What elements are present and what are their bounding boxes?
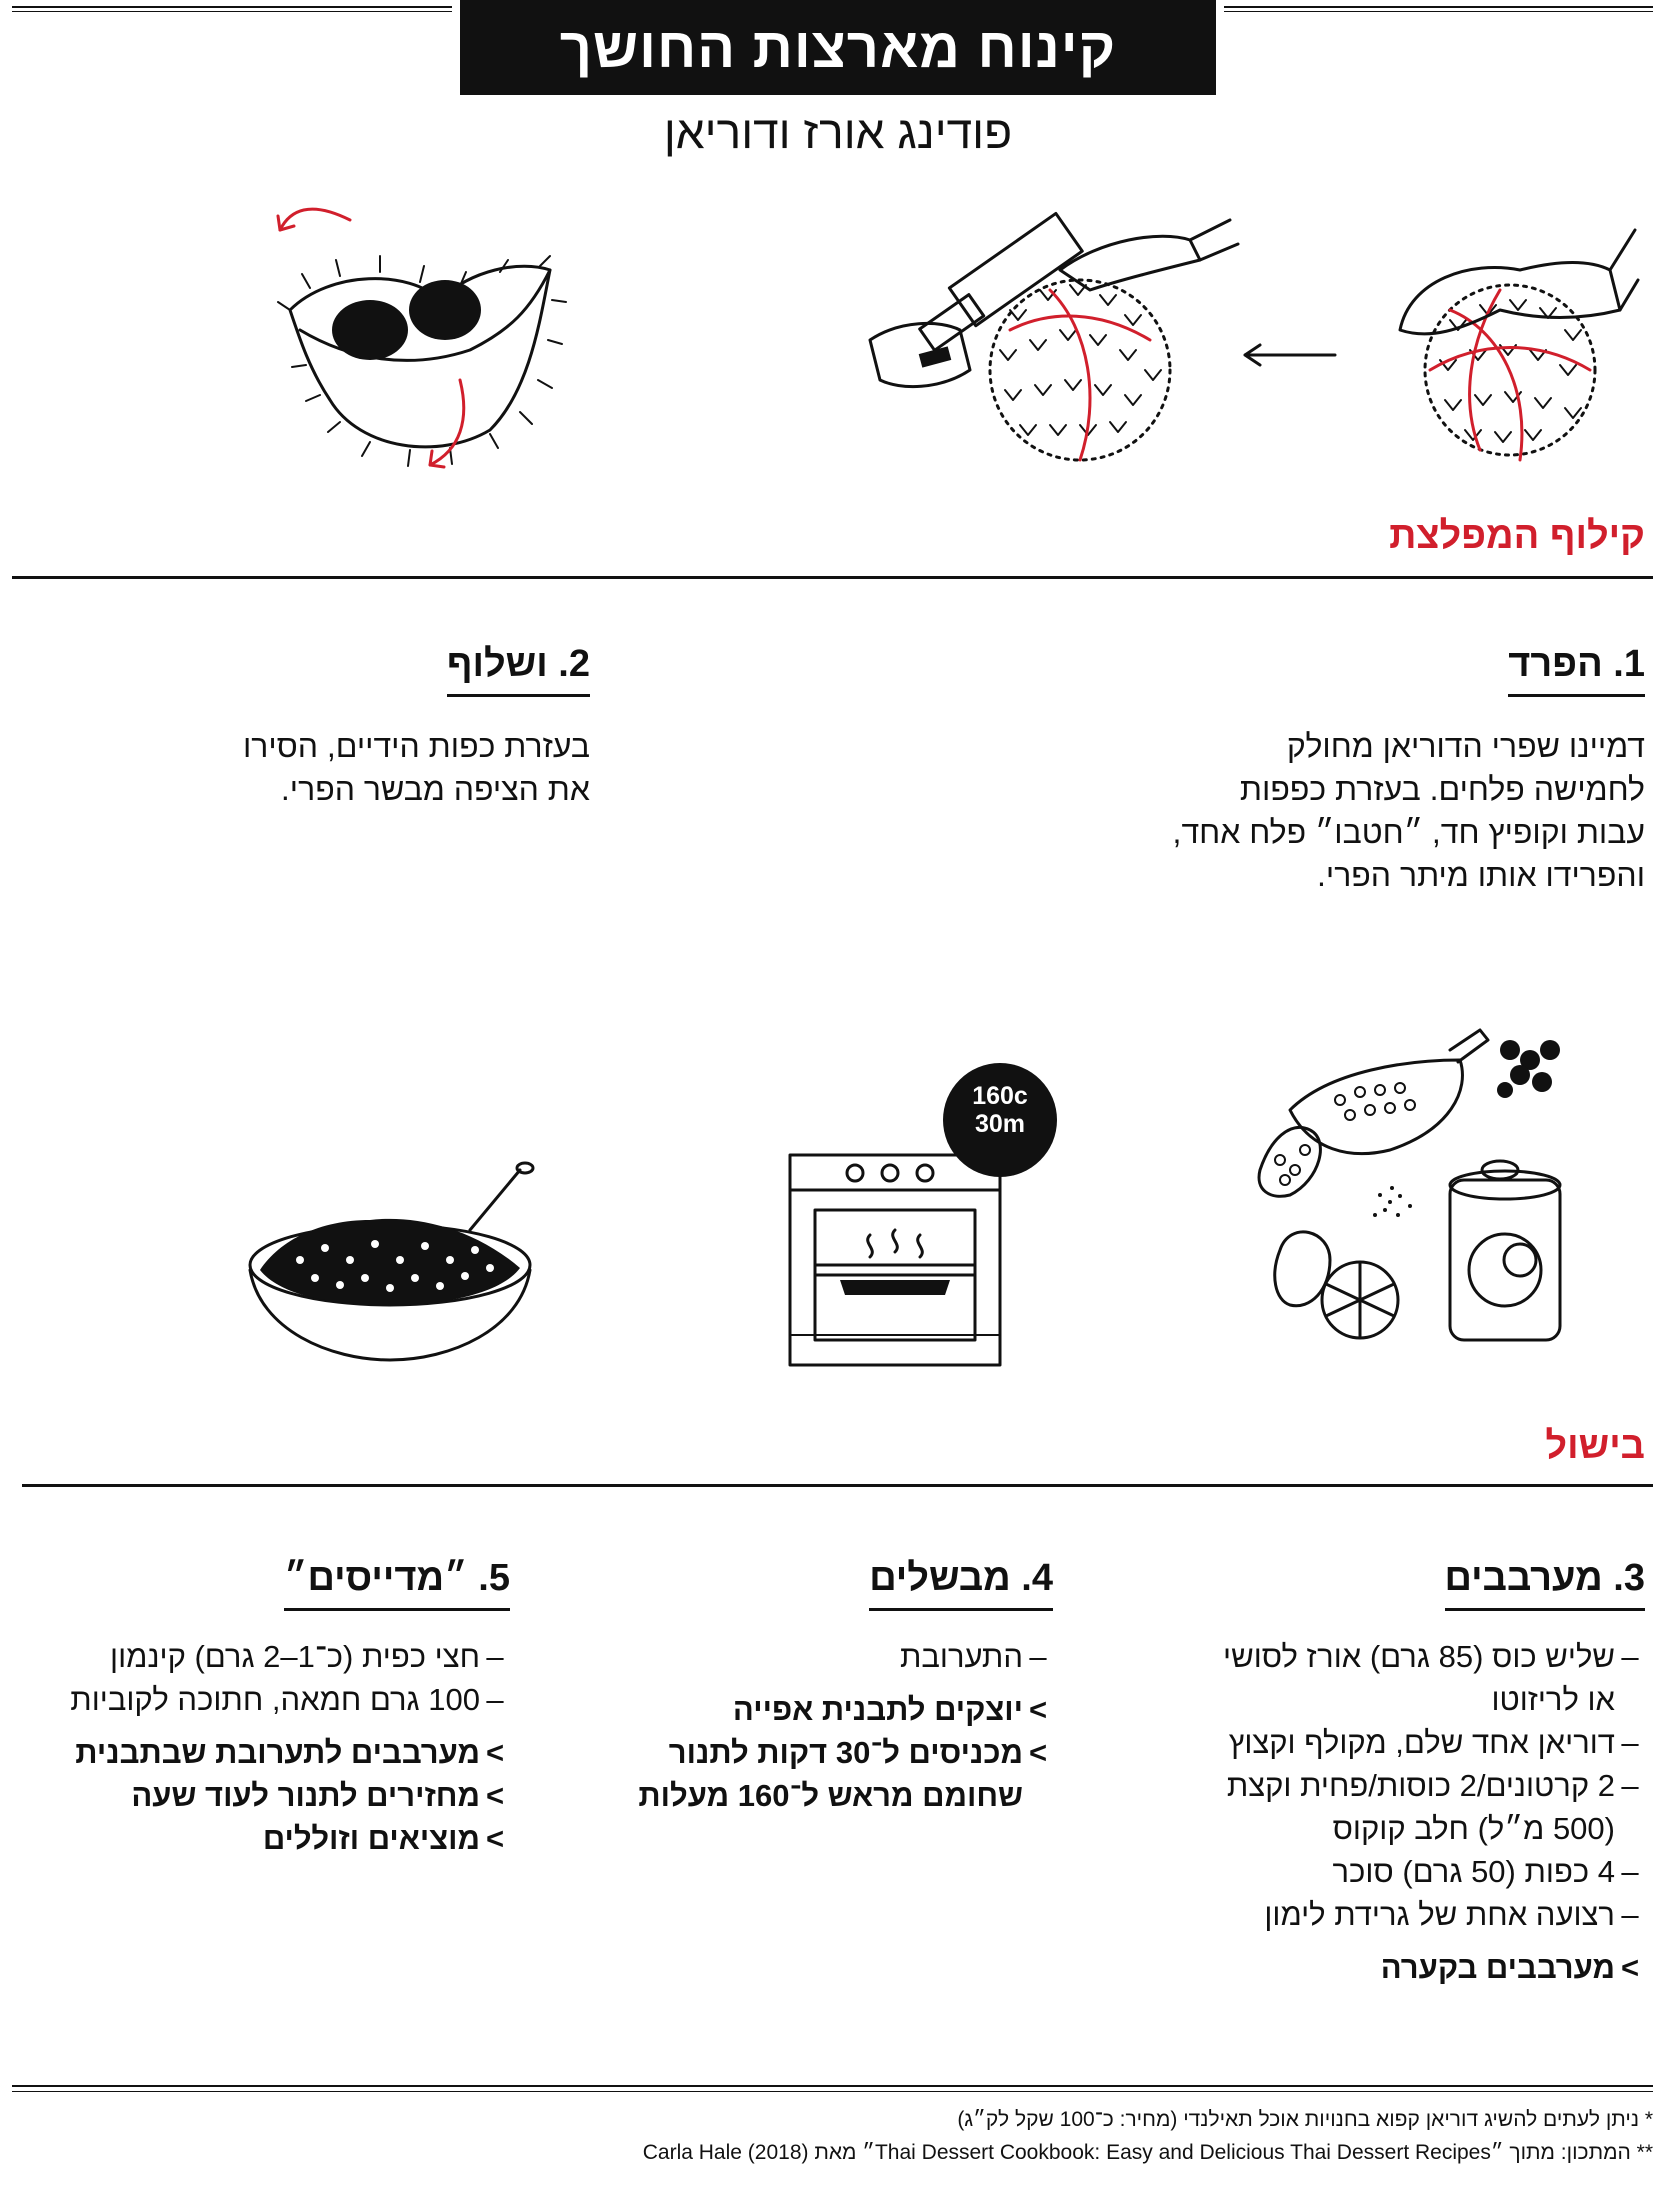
step-3-title: 3. מערבבים	[1444, 1557, 1645, 1599]
header-rule-left-thin	[12, 11, 452, 12]
header-rule-right-thin	[1224, 11, 1653, 12]
pudding-bowl-icon	[240, 1160, 540, 1360]
step-1-text	[1045, 725, 1645, 897]
section-divider-peeling	[12, 576, 1653, 579]
section-divider-cooking	[22, 1484, 1653, 1487]
footnote-1: * ניתן לעתים להשיג דוריאן קפוא בחנויות אוכל תאילנדי (מחיר: כ־100 שקל לק״ג)	[957, 2108, 1653, 2131]
step-1-line: דמיינו שפרי הדוריאן מחולק	[1286, 728, 1645, 764]
step-2-line: בעזרת כפות הידיים, הסירו	[242, 728, 590, 764]
ingredients-icon	[1250, 1020, 1580, 1350]
list-item: או לריזוטו	[1491, 1682, 1615, 1717]
step-1-title: 1. הפרד	[1508, 643, 1645, 685]
step-4-list	[603, 1635, 1053, 1817]
list-item: –2 קרטונים/2 כוסות/פחית וקצת	[1226, 1768, 1639, 1803]
action-item: >יוצקים לתבנית אפייה	[732, 1692, 1048, 1727]
step-3-underline	[1445, 1608, 1645, 1611]
action-item: >מכניסים ל־30 דקות לתנור	[668, 1735, 1048, 1770]
list-item: –שליש כוס (85 גרם) אורז לסושי	[1223, 1639, 1639, 1674]
step-2-title: 2. ושלוף	[446, 643, 590, 685]
step-5-title: 5. ״מדייסים״	[283, 1557, 510, 1599]
page-title: קינוח מארצות החושך	[460, 0, 1216, 95]
step-1-line: עבות וקופיץ חד, ״חטבו״ פלח אחד,	[1172, 814, 1645, 850]
step-2-line: את הציפה מבשר הפרי.	[280, 771, 590, 807]
gloved-hand-durian-icon	[1370, 220, 1640, 470]
step-3-list	[1145, 1635, 1645, 1989]
step-2-heading	[447, 643, 590, 697]
durian-peeled-icon	[270, 190, 570, 480]
list-item: –4 כפות (50 גרם) סוכר	[1332, 1854, 1639, 1889]
step-2-underline	[447, 694, 590, 697]
page-subtitle: פודינג אורז ודוריאן	[663, 106, 1013, 158]
step-4-underline	[869, 1608, 1053, 1611]
list-item: –דוריאן אחד שלם, מקולף וקצוץ	[1228, 1725, 1639, 1760]
action-item: >מערבבים בקערה	[1380, 1950, 1640, 1985]
list-item: –100 גרם חמאה, חתוכה לקוביות	[70, 1682, 504, 1717]
section-label-peeling: קילוף המפלצת	[1389, 515, 1645, 557]
step-5-underline	[284, 1608, 510, 1611]
footer-rule	[12, 2085, 1653, 2087]
header-rule-right	[1224, 6, 1653, 8]
step-1-line: והפרידו אותו מיתר הפרי.	[1316, 857, 1645, 893]
footnote-2: ** המתכון: מתוך ״Thai Dessert Cookbook: Easy and Delicious Thai Dessert Recipes״ מאת Carla Hale (2018)	[642, 2141, 1653, 2164]
step-1-heading	[1508, 643, 1645, 697]
step-1-line: לחמישה פלחים. בעזרת כפפות	[1239, 771, 1645, 807]
list-item: –רצועה אחת של גרידת לימון	[1264, 1897, 1639, 1932]
list-item: –חצי כפית (כ־1–2 גרם) קינמון	[110, 1639, 504, 1674]
header-rule-left	[12, 6, 452, 8]
section-label-cooking: בישול	[1545, 1425, 1645, 1467]
action-item: >מוציאים וזוללים	[262, 1821, 505, 1856]
step-5-heading	[284, 1557, 510, 1611]
action-item: >מחזירים לתנור לעוד שעה	[131, 1778, 505, 1813]
action-item: שחומם מראש ל־160 מעלות	[638, 1778, 1023, 1813]
step-4-heading	[869, 1557, 1053, 1611]
footer-rule-thin	[12, 2091, 1653, 2092]
arrow-left-icon	[1240, 340, 1340, 370]
list-item: (500 מ״ל) חלב קוקוס	[1332, 1811, 1615, 1846]
cleaver-cutting-durian-icon	[860, 210, 1240, 470]
oven-badge-time: 30m	[974, 1110, 1026, 1138]
step-2-text	[70, 725, 590, 811]
step-3-heading	[1445, 1557, 1645, 1611]
step-4-title: 4. מבשלים	[869, 1557, 1053, 1599]
oven-badge-temp: 160c	[972, 1082, 1028, 1110]
step-5-list	[10, 1635, 510, 1860]
action-item: >מערבבים לתערובת שבתבנית	[75, 1735, 505, 1770]
step-1-underline	[1508, 694, 1645, 697]
oven-badge	[945, 1082, 1055, 1138]
list-item: –התערובת	[899, 1639, 1047, 1674]
